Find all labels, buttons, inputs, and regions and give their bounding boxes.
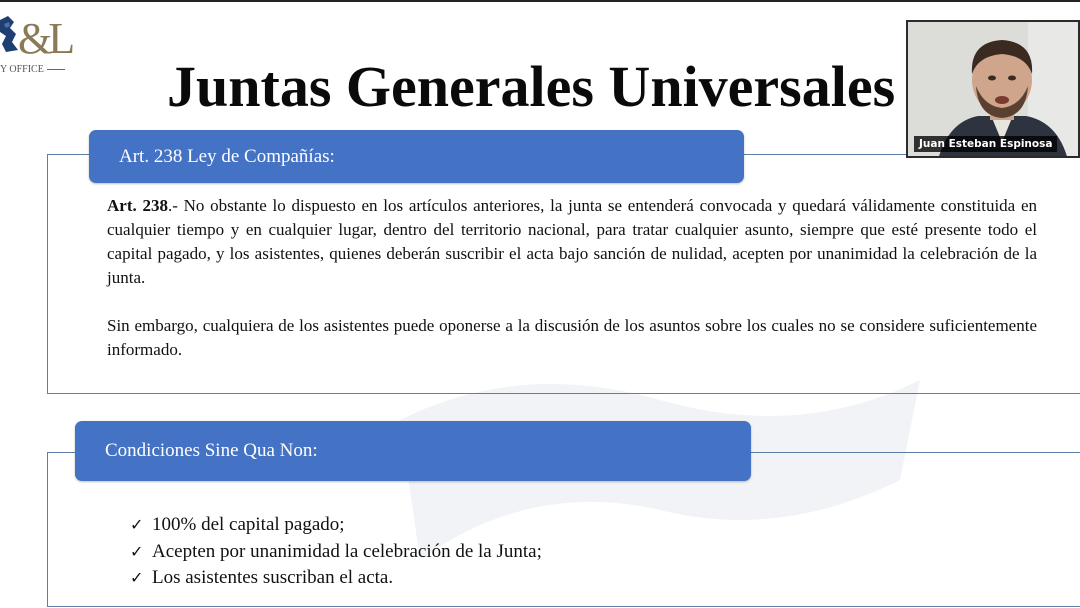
conditions-list (130, 512, 542, 592)
list-item (130, 512, 542, 539)
window-top-border (0, 0, 1080, 2)
list-item-text: 100% del capital pagado; (152, 514, 345, 535)
participant-name-label: Juan Esteban Espinosa (914, 136, 1057, 152)
list-item-text: Los asistentes suscriban el acta. (152, 567, 394, 588)
article-text: .- No obstante lo dispuesto en los artículos anteriores, la junta se entenderá convocada y quedará válidamente constituida en cualquier tiempo y en cualquier lugar, dentro del territorio nacional, para tratar cualquier asunto, siempre que esté presente todo el capital pagado, y los asistentes, quienes deberán suscribir el acta bajo sanción de nulidad, acepten por unanimidad la celebración de la junta. (107, 196, 1038, 287)
checkmark-icon: ✓ (130, 541, 144, 561)
article-paragraph-2: Sin embargo, cualquiera de los asistentes puede oponerse a la discusión de los asuntos sobre los cuales no se considere suficientemente informado. (107, 316, 1037, 359)
list-item (130, 539, 542, 566)
slide-title: Juntas Generales Universales (167, 54, 896, 119)
list-item-text: Acepten por unanimidad la celebración de la Junta; (152, 540, 542, 562)
logo-subtitle-text: Y OFFICE (0, 64, 44, 75)
participant-video-tile[interactable] (906, 20, 1080, 158)
article-heading: Art. 238 Ley de Compañías: (119, 145, 335, 167)
logo-subtitle (0, 64, 65, 75)
article-paragraph-1 (107, 194, 1037, 290)
conditions-heading-banner (75, 421, 751, 481)
article-heading-banner (89, 130, 744, 183)
article-reference: Art. 238 (107, 196, 168, 215)
conditions-heading: Condiciones Sine Qua Non: (105, 440, 318, 461)
logo-letters: &L (18, 14, 72, 63)
lion-emblem-icon (0, 12, 20, 58)
checkmark-icon: ✓ (130, 568, 144, 587)
list-item (130, 565, 542, 592)
company-logo (0, 12, 80, 82)
checkmark-icon: ✓ (130, 515, 144, 534)
